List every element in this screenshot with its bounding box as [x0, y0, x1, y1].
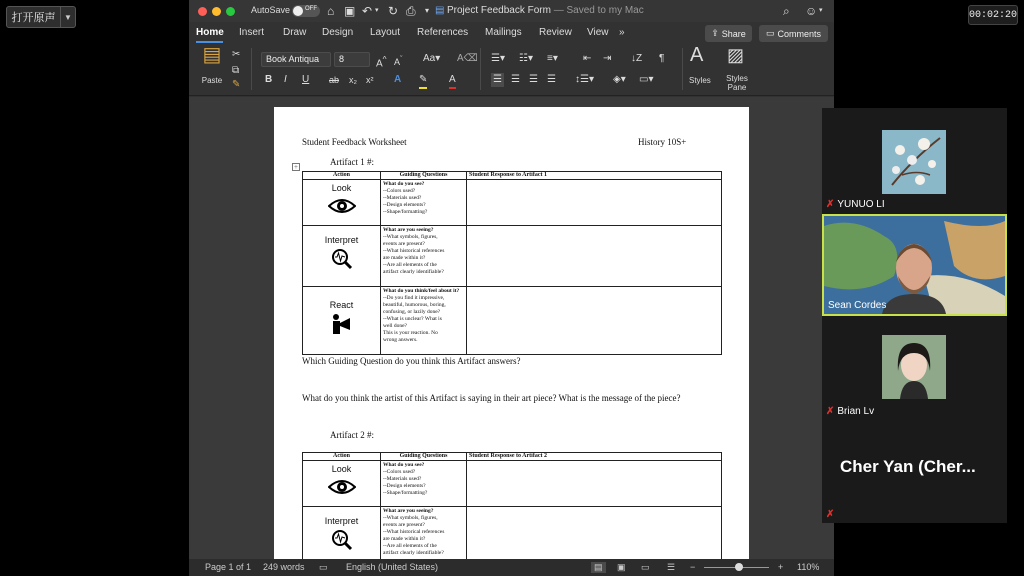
participant-display-name: Cher Yan (Cher...	[840, 457, 976, 476]
align-right-icon[interactable]: ☰	[529, 74, 538, 85]
minimize-window-button[interactable]	[212, 7, 221, 16]
action-label: Look	[331, 464, 352, 474]
table-header-row	[303, 172, 722, 180]
question-line: --Do you find it impressive,	[383, 295, 445, 301]
response-cell[interactable]	[467, 461, 722, 507]
header-left: Student Feedback Worksheet	[302, 137, 407, 147]
question-line: events are present?	[383, 522, 425, 528]
strikethrough-button[interactable]: ab	[329, 75, 340, 85]
question-title: What do you see?	[383, 181, 425, 187]
question-line: --Materials used?	[383, 476, 422, 482]
doc-name: Project Feedback Form	[447, 5, 551, 16]
print-icon[interactable]: ⎙	[406, 4, 416, 18]
response-cell[interactable]	[467, 226, 722, 287]
response-cell[interactable]	[467, 180, 722, 226]
muted-mic-icon: ✗	[826, 199, 835, 210]
tab-view[interactable]: View	[587, 27, 609, 38]
participant-tile[interactable]	[822, 214, 1007, 316]
question-line: are made within it?	[383, 536, 426, 542]
magnifier-wave-icon	[331, 529, 353, 551]
share-label: Share	[721, 28, 746, 39]
proofing-icon[interactable]: ▭	[319, 562, 328, 572]
comments-button[interactable]	[759, 25, 828, 42]
superscript-button[interactable]: x²	[366, 75, 374, 85]
close-window-button[interactable]	[198, 7, 207, 16]
document-canvas[interactable]	[189, 97, 834, 559]
format-painter-icon[interactable]: ✎	[232, 79, 241, 90]
tab-review[interactable]: Review	[539, 27, 572, 38]
divider	[480, 48, 481, 90]
participant-name	[828, 300, 886, 311]
ribbon-tabs	[189, 22, 834, 44]
column-header: Action	[303, 172, 381, 180]
name-label: YUNUO LI	[837, 199, 885, 210]
action-label: Interpret	[324, 516, 359, 526]
comment-icon: ▭	[765, 28, 775, 38]
share-button[interactable]	[705, 25, 752, 42]
participant-name	[826, 406, 874, 417]
redo-icon[interactable]: ↻	[388, 4, 399, 18]
highlight-icon[interactable]: ✎	[419, 73, 427, 89]
question-2: What do you think the artist of this Artifact is saying in their art piece? What is the message of the piece?	[302, 393, 681, 403]
question-line: This is your reaction. No	[383, 330, 438, 336]
title-bar	[189, 0, 834, 22]
participant-tile[interactable]	[822, 318, 1007, 420]
question-title: What are you seeing?	[383, 227, 434, 233]
question-line: --Materials used?	[383, 195, 422, 201]
column-header: Action	[303, 453, 381, 461]
table-row	[303, 287, 722, 355]
megaphone-person-icon	[330, 313, 354, 335]
styles-icon[interactable]: A	[690, 44, 704, 66]
table-row	[303, 226, 722, 287]
column-header: Student Response to Artifact 2	[467, 453, 722, 461]
divider	[251, 48, 252, 90]
participant-tile[interactable]	[822, 421, 1007, 523]
align-left-icon[interactable]: ☰	[493, 74, 502, 85]
shading-icon[interactable]: ◈▾	[613, 74, 626, 85]
question-title: What are you seeing?	[383, 508, 434, 514]
question-line: are made within it?	[383, 255, 426, 261]
print-layout-icon[interactable]: ▤	[591, 562, 606, 573]
copy-icon[interactable]: ⧉	[232, 65, 240, 76]
guiding-questions-cell	[381, 226, 467, 287]
response-cell[interactable]	[467, 507, 722, 560]
tab-layout[interactable]: Layout	[370, 27, 401, 38]
table-row	[303, 507, 722, 560]
action-label: React	[329, 300, 354, 310]
paste-label: Paste	[201, 76, 223, 85]
participant-name	[826, 509, 834, 520]
increase-indent-icon[interactable]: ⇥	[603, 53, 612, 64]
word-count[interactable]: 249 words	[263, 562, 305, 572]
italic-button[interactable]: I	[284, 74, 287, 85]
question-line: well done?	[383, 323, 407, 329]
document-page[interactable]	[274, 107, 749, 559]
guiding-questions-cell	[381, 287, 467, 355]
word-window	[189, 0, 834, 576]
decrease-indent-icon[interactable]: ⇤	[583, 53, 592, 64]
question-line: --What symbols, figures,	[383, 515, 438, 521]
styles-pane-icon[interactable]: ▨	[727, 45, 745, 65]
question-line: wrong answers.	[383, 337, 418, 343]
styles-pane-label: Styles Pane	[726, 74, 748, 92]
action-cell	[303, 287, 381, 355]
home-icon[interactable]: ⌂	[327, 4, 335, 18]
eye-icon	[328, 198, 356, 214]
zoom-level[interactable]: 110%	[797, 562, 820, 572]
paste-icon[interactable]: ▤	[202, 44, 222, 66]
language[interactable]: English (United States)	[346, 562, 439, 572]
artifact2-title: Artifact 2 #:	[330, 430, 374, 440]
bullets-icon[interactable]: ☰▾	[491, 53, 505, 64]
tab-insert[interactable]: Insert	[239, 27, 265, 38]
divider	[682, 48, 683, 90]
participant-tile[interactable]	[822, 111, 1007, 213]
sort-icon[interactable]: ↓Z	[631, 53, 643, 64]
active-tab-indicator	[196, 41, 223, 43]
question-line: --Are all elements of the	[383, 543, 437, 549]
table-row	[303, 180, 722, 226]
numbering-icon[interactable]: ☷▾	[519, 53, 533, 64]
text-effects-icon[interactable]: A	[394, 74, 402, 85]
question-line: --What symbols, figures,	[383, 234, 438, 240]
status-bar	[189, 559, 834, 576]
tab-mailings[interactable]: Mailings	[485, 27, 522, 38]
participant-name	[826, 199, 885, 210]
question-line: --Colors used?	[383, 188, 416, 194]
focus-icon[interactable]: ▣	[617, 562, 626, 572]
zoom-window-button[interactable]	[226, 7, 235, 16]
page-count[interactable]: Page 1 of 1	[205, 562, 252, 572]
zoom-in-button[interactable]: +	[778, 562, 784, 572]
undo-dropdown-icon[interactable]: ▾	[375, 7, 379, 14]
artifact1-table	[302, 171, 722, 355]
line-spacing-icon[interactable]: ↕☰▾	[575, 74, 594, 85]
underline-button[interactable]: U	[302, 74, 310, 85]
column-header: Guiding Questions	[381, 172, 467, 180]
question-line: artifact clearly identifiable?	[383, 269, 444, 275]
question-line: artifact clearly identifiable?	[383, 550, 444, 556]
magnifier-wave-icon	[331, 248, 353, 270]
save-icon[interactable]: ▣	[344, 4, 356, 18]
tab-design[interactable]: Design	[322, 27, 354, 38]
subscript-button[interactable]: x₂	[349, 75, 357, 85]
borders-icon[interactable]: ▭▾	[639, 74, 654, 85]
header-right: History 10S+	[638, 137, 687, 147]
undo-icon[interactable]: ↶	[362, 4, 373, 18]
font-name-select[interactable]: Book Antiqua	[261, 52, 331, 67]
outline-view-icon[interactable]: ☰	[667, 562, 676, 572]
question-line: --Design elements?	[383, 483, 426, 489]
question-1: Which Guiding Question do you think this Artifact answers?	[302, 356, 521, 366]
action-label: Interpret	[324, 235, 359, 245]
document-icon: ▤	[435, 5, 445, 16]
table-move-handle[interactable]: +	[292, 163, 300, 171]
bold-button[interactable]: B	[265, 74, 273, 85]
document-title	[447, 5, 644, 16]
response-cell[interactable]	[467, 287, 722, 355]
comments-label: Comments	[777, 28, 822, 39]
question-line: --Colors used?	[383, 469, 416, 475]
name-label: Sean Cordes	[828, 300, 887, 311]
zoom-out-button[interactable]: −	[690, 562, 696, 572]
question-title: What do you see?	[383, 462, 425, 468]
toggle-knob	[293, 6, 303, 16]
pilcrow-icon[interactable]: ¶	[659, 53, 665, 64]
tab-references[interactable]: References	[417, 27, 469, 38]
share-icon: ⇪	[711, 28, 719, 38]
multilevel-list-icon[interactable]: ≡▾	[547, 53, 558, 64]
customize-toolbar-icon[interactable]: ▾	[425, 6, 430, 15]
guiding-questions-cell	[381, 461, 467, 507]
action-cell	[303, 507, 381, 560]
autosave-toggle[interactable]	[292, 5, 320, 17]
action-label: Look	[331, 183, 352, 193]
question-line: --Shape/formatting?	[383, 490, 428, 496]
muted-mic-icon: ✗	[826, 406, 835, 417]
participant-avatar	[882, 130, 946, 194]
artifact2-table	[302, 452, 722, 559]
cut-icon[interactable]: ✂	[232, 49, 241, 60]
search-icon[interactable]: ⌕	[783, 4, 790, 18]
table-row	[303, 461, 722, 507]
font-size-select[interactable]: 8	[334, 52, 370, 67]
styles-label: Styles	[689, 76, 711, 85]
action-cell	[303, 180, 381, 226]
shrink-font-icon[interactable]: $A^ˇ$	[394, 54, 403, 67]
tab-draw[interactable]: Draw	[283, 27, 307, 38]
table-header-row	[303, 453, 722, 461]
autosave-state: OFF	[305, 6, 317, 12]
muted-mic-icon: ✗	[826, 509, 835, 520]
question-line: --What historical references	[383, 248, 445, 254]
tab-home[interactable]: Home	[196, 27, 224, 38]
autosave-label: AutoSave	[251, 5, 291, 15]
align-center-icon[interactable]: ☰	[511, 74, 520, 85]
justify-icon[interactable]: ☰	[547, 74, 556, 85]
question-line: events are present?	[383, 241, 425, 247]
action-cell	[303, 226, 381, 287]
eye-icon	[328, 479, 356, 495]
guiding-questions-cell	[381, 507, 467, 560]
guiding-questions-cell	[381, 180, 467, 226]
question-line: --What is unclear? What is	[383, 316, 442, 322]
smiley-feedback-icon[interactable]: ☺	[805, 4, 818, 18]
artifact1-title: Artifact 1 #:	[330, 157, 374, 167]
question-line: --Shape/formatting?	[383, 209, 428, 215]
meeting-timer: 00:02:20	[968, 5, 1018, 25]
action-cell	[303, 461, 381, 507]
clear-formatting-icon[interactable]: A⌫	[457, 53, 478, 64]
question-line: --What historical references	[383, 529, 445, 535]
original-sound-dropdown[interactable]: ▼	[61, 6, 76, 28]
question-line: beautiful, humorous, boring,	[383, 302, 446, 308]
grow-font-icon[interactable]: A^	[376, 54, 387, 70]
more-tabs-icon[interactable]: »	[619, 27, 625, 38]
chevron-down-icon[interactable]: ▾	[819, 7, 823, 14]
doc-saved-status: — Saved to my Mac	[553, 5, 644, 16]
question-line: confusing, or lazily done?	[383, 309, 441, 315]
original-sound-button[interactable]: 打开原声	[6, 6, 61, 28]
column-header: Student Response to Artifact 1	[467, 172, 722, 180]
zoom-slider-thumb[interactable]	[735, 563, 743, 571]
web-layout-icon[interactable]: ▭	[641, 562, 650, 572]
home-ribbon	[189, 44, 834, 96]
column-header: Guiding Questions	[381, 453, 467, 461]
change-case-icon[interactable]: Aa▾	[423, 53, 441, 64]
font-color-icon[interactable]: A	[449, 73, 456, 89]
question-line: --Design elements?	[383, 202, 426, 208]
participants-panel	[822, 108, 1007, 522]
name-label: Brian Lv	[837, 406, 875, 417]
participant-avatar	[882, 335, 946, 399]
question-line: --Are all elements of the	[383, 262, 437, 268]
question-title: What do you think/feel about it?	[383, 288, 460, 294]
